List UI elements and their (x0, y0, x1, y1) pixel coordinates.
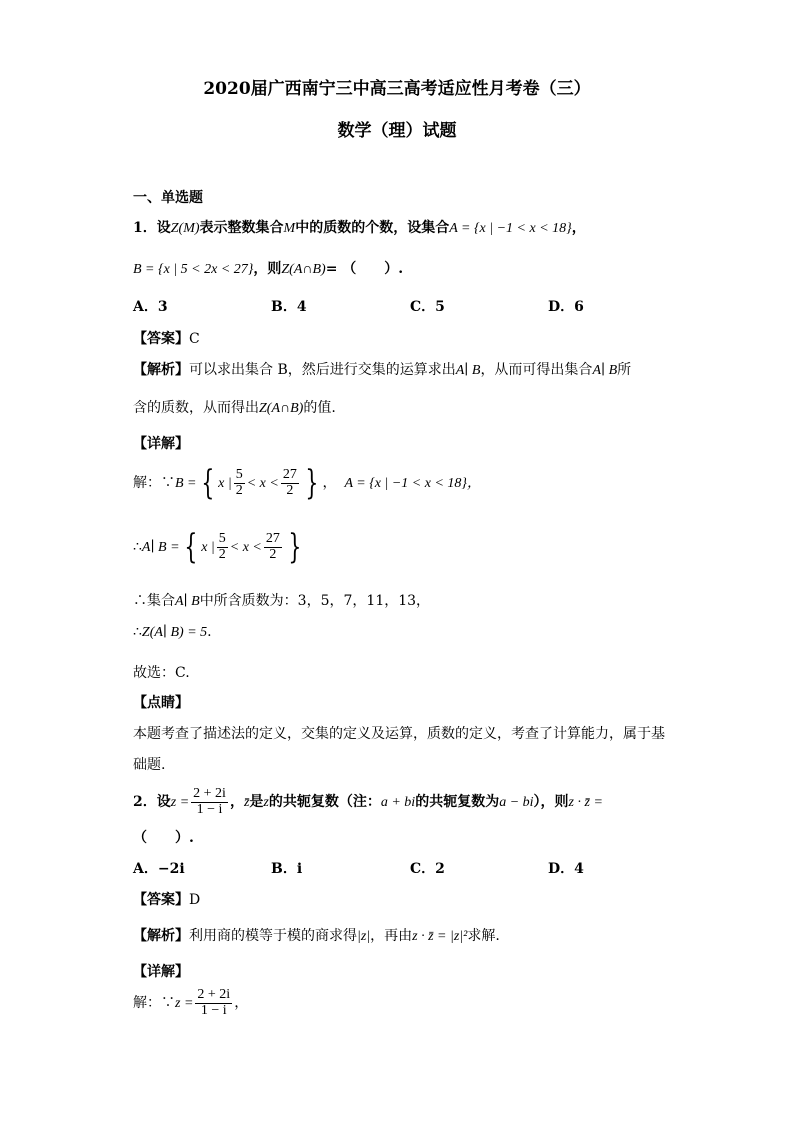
q2-analysis: 【解析】利用商的模等于模的商求得|z|，再由z · z̄ = |z|²求解. (133, 928, 500, 944)
q2-option-a: A．−2i (133, 861, 185, 877)
q1-solution-line5: 故选：C. (133, 665, 190, 681)
q1-detail-label: 【详解】 (133, 436, 189, 452)
q2-option-b: B．i (271, 861, 303, 877)
q2-stem-line2: （ ）. (133, 830, 194, 846)
q2-option-d: D．4 (548, 861, 584, 877)
q1-option-a: A．3 (133, 299, 168, 315)
q2-solution-line1: 解：∵z = $\frac{2 + 2i}{1 - i}$ ， (133, 987, 249, 1018)
q2-stem-line1: 2．设z = $\frac{2 + 2i}{1 - i}$ ，z̄是z的共轭复数（注：a + bi的共轭复数为a − bi），则z · z̄ = (133, 786, 603, 817)
q1-option-b: B．4 (271, 299, 307, 315)
q1-analysis-line2: 含的质数，从而得出Z(A∩B)的值. (133, 400, 336, 416)
q1-comment-label: 【点睛】 (133, 695, 189, 711)
q1-solution-line2: ∴A∣ B = { x | $\frac{5}{2}$ < x < $\frac{27}{2}$ } (133, 527, 302, 567)
q1-stem-line2: B = {x | 5 < 2x < 27}，则Z(A∩B)= （ ）. (133, 261, 404, 277)
q1-answer: 【答案】C (133, 331, 200, 347)
q1-analysis-line1: 【解析】可以求出集合 B，然后进行交集的运算求出A∣ B，从而可得出集合A∣ B所 (133, 362, 632, 378)
q1-solution-line1: 解：∵B = { x | $\frac{5}{2}$ < x < $\frac{27}{2}$ } ， A = {x | −1 < x < 18}， (133, 463, 482, 503)
q1-stem-line1: 1．设Z(M)表示整数集合M中的质数的个数，设集合A = {x | −1 < x < 18}， (133, 220, 586, 236)
q2-detail-label: 【详解】 (133, 964, 189, 980)
page-subtitle: 数学（理）试题 (337, 121, 457, 141)
page-title: 2020届广西南宁三中高三高考适应性月考卷（三） (203, 79, 591, 99)
q1-option-c: C．5 (410, 299, 445, 315)
q1-solution-line4: ∴Z(A∣ B) = 5. (133, 624, 212, 640)
q2-option-c: C．2 (410, 861, 445, 877)
q1-comment-line1: 本题考查了描述法的定义，交集的定义及运算，质数的定义，考查了计算能力，属于基 (133, 726, 665, 742)
q1-option-d: D．6 (548, 299, 584, 315)
q1-comment-line2: 础题. (133, 757, 166, 773)
q2-answer: 【答案】D (133, 892, 201, 908)
q1-solution-line3: ∴集合A∣ B中所含质数为：3，5，7，11，13， (133, 593, 431, 609)
section-heading: 一、单选题 (133, 190, 203, 206)
